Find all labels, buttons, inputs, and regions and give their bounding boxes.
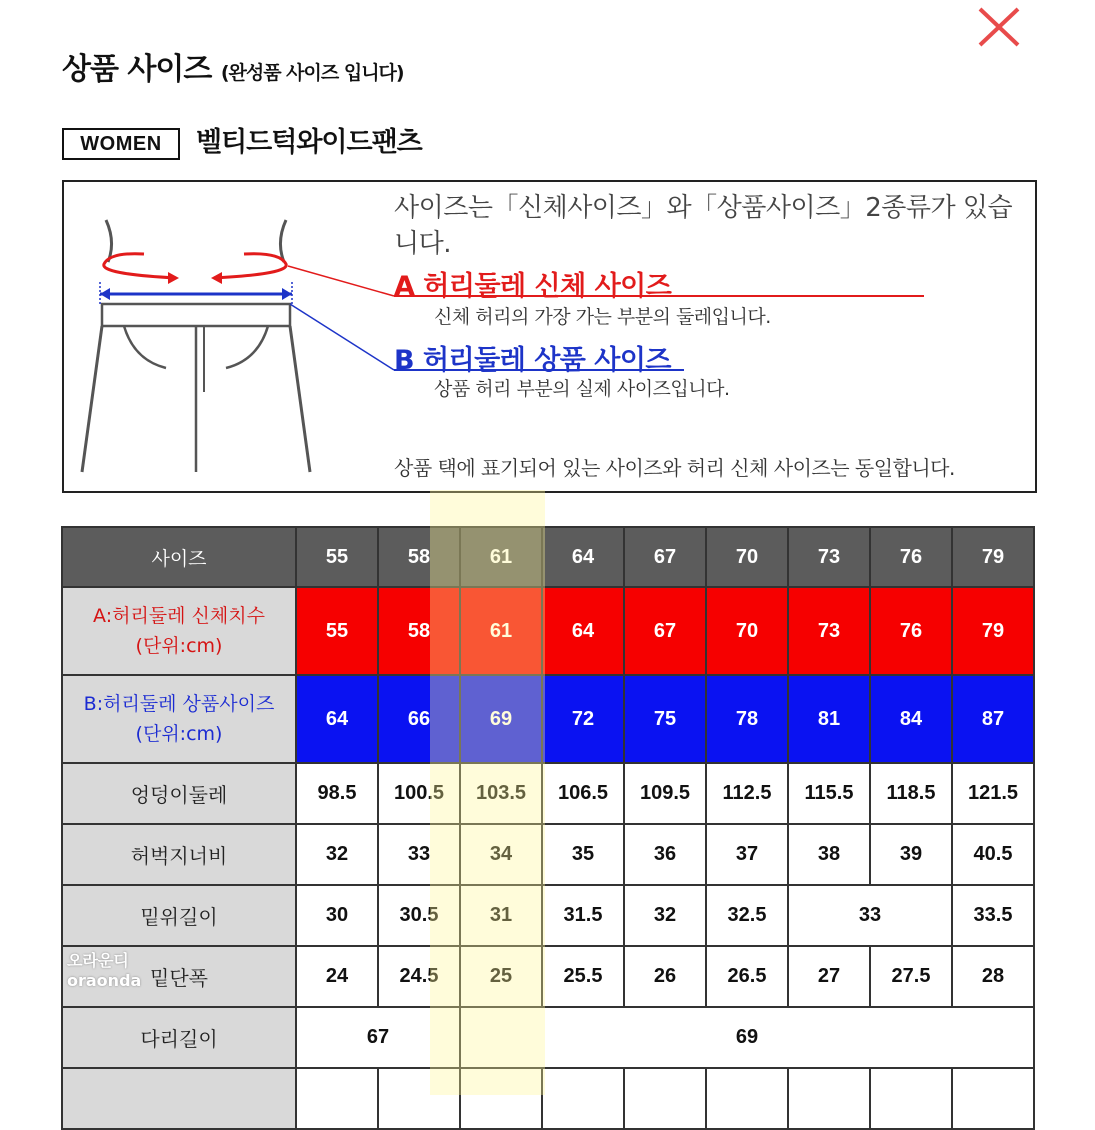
watermark-line2: oraonda <box>67 971 142 990</box>
table-cell: 115.5 <box>788 763 870 824</box>
table-cell: 33.5 <box>952 885 1034 946</box>
table-cell: 118.5 <box>870 763 952 824</box>
table-cell: 28 <box>952 946 1034 1007</box>
table-cell: 34 <box>460 824 542 885</box>
product-waist-row <box>62 675 1034 763</box>
table-cell: 81 <box>788 675 870 763</box>
inseam-label: 다리길이 <box>62 1007 296 1068</box>
size-guide-box <box>62 180 1037 493</box>
size-header-row <box>62 527 1034 587</box>
table-cell: 84 <box>870 675 952 763</box>
table-cell: 24.5 <box>378 946 460 1007</box>
table-cell: 70 <box>706 587 788 675</box>
rise-label: 밑위길이 <box>62 885 296 946</box>
table-cell: 39 <box>870 824 952 885</box>
table-cell: 31.5 <box>542 885 624 946</box>
cut-off-row <box>62 1068 1034 1129</box>
size-table <box>61 526 1035 1130</box>
size-cell: 61 <box>460 527 542 587</box>
size-cell: 73 <box>788 527 870 587</box>
watermark-logo <box>67 951 141 991</box>
table-cell: 69 <box>460 1007 1034 1068</box>
table-cell: 79 <box>952 587 1034 675</box>
hip-row <box>62 763 1034 824</box>
table-cell: 27.5 <box>870 946 952 1007</box>
hem-label-cell <box>62 946 296 1007</box>
table-cell: 25.5 <box>542 946 624 1007</box>
table-cell: 32 <box>624 885 706 946</box>
table-cell: 35 <box>542 824 624 885</box>
table-cell: 72 <box>542 675 624 763</box>
thigh-row <box>62 824 1034 885</box>
table-cell: 26 <box>624 946 706 1007</box>
table-cell: 67 <box>296 1007 460 1068</box>
size-cell: 79 <box>952 527 1034 587</box>
hem-row <box>62 946 1034 1007</box>
table-cell: 58 <box>378 587 460 675</box>
table-cell: 69 <box>460 675 542 763</box>
size-cell: 55 <box>296 527 378 587</box>
close-icon[interactable] <box>975 4 1023 50</box>
size-cell: 70 <box>706 527 788 587</box>
category-badge: WOMEN <box>62 128 180 160</box>
table-cell: 100.5 <box>378 763 460 824</box>
table-cell: 33 <box>378 824 460 885</box>
table-cell <box>952 1068 1034 1129</box>
size-cell: 76 <box>870 527 952 587</box>
body-waist-row <box>62 587 1034 675</box>
table-cell: 38 <box>788 824 870 885</box>
table-cell: 66 <box>378 675 460 763</box>
table-cell: 27 <box>788 946 870 1007</box>
product-waist-label <box>62 675 296 763</box>
table-cell <box>378 1068 460 1129</box>
table-cell: 30.5 <box>378 885 460 946</box>
thigh-label: 허벅지너비 <box>62 824 296 885</box>
table-cell: 109.5 <box>624 763 706 824</box>
table-cell <box>460 1068 542 1129</box>
hip-label: 엉덩이둘레 <box>62 763 296 824</box>
body-waist-label-text: A:허리둘레 신체치수 <box>93 605 265 627</box>
page-subtitle: (완성품 사이즈 입니다) <box>220 62 404 84</box>
table-cell: 73 <box>788 587 870 675</box>
size-cell: 58 <box>378 527 460 587</box>
table-cell <box>788 1068 870 1129</box>
table-cell <box>542 1068 624 1129</box>
body-waist-label <box>62 587 296 675</box>
table-cell: 24 <box>296 946 378 1007</box>
table-cell: 64 <box>542 587 624 675</box>
inseam-row <box>62 1007 1034 1068</box>
table-cell <box>296 1068 378 1129</box>
page-title-text: 상품 사이즈 <box>62 52 212 87</box>
table-cell: 55 <box>296 587 378 675</box>
table-cell: 25 <box>460 946 542 1007</box>
size-cell: 67 <box>624 527 706 587</box>
table-cell: 36 <box>624 824 706 885</box>
product-waist-unit: (단위:cm) <box>135 723 223 745</box>
table-cell: 26.5 <box>706 946 788 1007</box>
table-cell: 32 <box>296 824 378 885</box>
table-cell: 75 <box>624 675 706 763</box>
product-size-desc: 상품 허리 부분의 실제 사이즈입니다. <box>434 378 730 400</box>
table-cell: 121.5 <box>952 763 1034 824</box>
product-size-title: B 허리둘레 상품 사이즈 <box>394 345 672 376</box>
table-cell: 112.5 <box>706 763 788 824</box>
product-waist-label-text: B:허리둘레 상품사이즈 <box>83 693 275 715</box>
table-cell: 30 <box>296 885 378 946</box>
table-cell <box>624 1068 706 1129</box>
watermark-line1: 오라운디 <box>67 951 129 970</box>
table-cell: 61 <box>460 587 542 675</box>
page-title <box>62 44 404 88</box>
body-waist-unit: (단위:cm) <box>135 635 223 657</box>
table-cell: 98.5 <box>296 763 378 824</box>
table-cell: 103.5 <box>460 763 542 824</box>
hem-label: 밑단폭 <box>150 966 208 990</box>
table-cell: 32.5 <box>706 885 788 946</box>
size-tag-note: 상품 택에 표기되어 있는 사이즈와 허리 신체 사이즈는 동일합니다. <box>394 456 955 480</box>
size-cell: 64 <box>542 527 624 587</box>
table-cell <box>870 1068 952 1129</box>
body-size-title: A 허리둘레 신체 사이즈 <box>394 271 672 302</box>
table-cell <box>706 1068 788 1129</box>
table-cell: 87 <box>952 675 1034 763</box>
table-cell: 106.5 <box>542 763 624 824</box>
table-cell: 31 <box>460 885 542 946</box>
size-header-label: 사이즈 <box>62 527 296 587</box>
table-cell: 67 <box>624 587 706 675</box>
cut-off-label <box>62 1068 296 1129</box>
table-cell: 33 <box>788 885 952 946</box>
rise-row <box>62 885 1034 946</box>
table-cell: 37 <box>706 824 788 885</box>
table-cell: 76 <box>870 587 952 675</box>
body-size-desc: 신체 허리의 가장 가는 부분의 둘레입니다. <box>434 306 771 328</box>
product-name: 벨티드턱와이드팬츠 <box>196 127 422 158</box>
table-cell: 78 <box>706 675 788 763</box>
table-cell: 40.5 <box>952 824 1034 885</box>
size-guide-intro: 사이즈는「신체사이즈」와「상품사이즈」2종류가 있습니다. <box>394 193 1013 259</box>
table-cell: 64 <box>296 675 378 763</box>
